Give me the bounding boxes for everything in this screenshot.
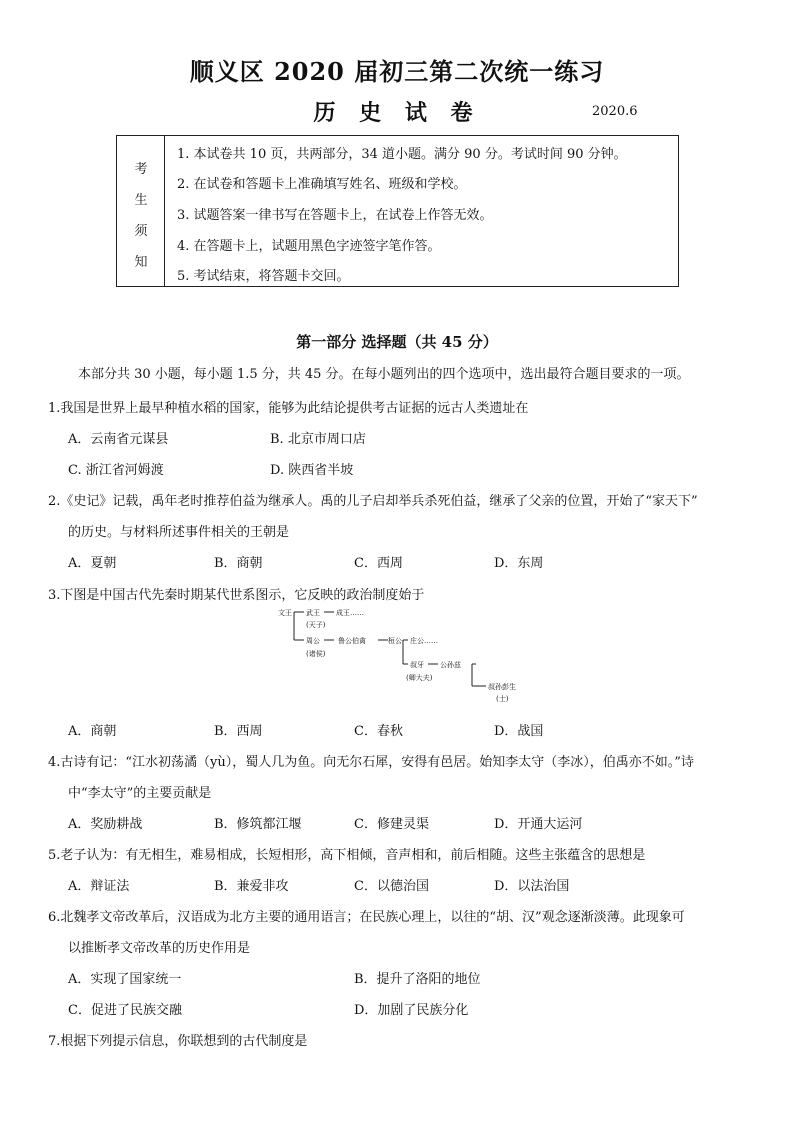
notice-item: 1. 本试卷共 10 页，共两部分，34 道小题。满分 90 分。考试时间 90 分钟。 [177, 147, 627, 162]
diagram-node-zhuanggong: 庄公…… [410, 637, 438, 645]
option-c: C．促进了民族交融 [68, 1003, 182, 1018]
diagram-node-huangong: 桓公 [388, 637, 402, 645]
option-a: A．奖励耕战 [68, 817, 143, 832]
diagram-node-wenwang: 文王 [278, 609, 292, 617]
section-intro: 本部分共 30 小题，每小题 1.5 分，共 45 分。在每小题列出的四个选项中，选出最符合题目要求的一项。 [78, 367, 690, 382]
exam-subtitle: 历 史 试 卷 [313, 100, 481, 126]
candidate-notice-box [116, 135, 679, 287]
notice-label-char: 须 [134, 224, 148, 239]
notice-item: 2. 在试卷和答题卡上准确填写姓名、班级和学校。 [177, 177, 467, 192]
option-b: B．西周 [214, 724, 263, 739]
option-b: B．兼爱非攻 [214, 879, 289, 894]
option-a: A．辩证法 [68, 879, 130, 894]
option-d: D．东周 [494, 556, 544, 571]
diagram-node-chengwang: 成王…… [336, 609, 364, 617]
option-c: C．西周 [354, 556, 403, 571]
diagram-node-shuya: 叔牙 [410, 661, 424, 669]
diagram-node-wuwang: 武王 [306, 609, 320, 617]
option-a: A．商朝 [68, 724, 117, 739]
diagram-node-zhougong: 周公 [306, 637, 320, 645]
option-c: C．修建灵渠 [354, 817, 429, 832]
option-a: A．实现了国家统一 [68, 972, 182, 987]
notice-label-char: 考 [134, 162, 148, 177]
diagram-node-luboqin: 鲁公伯禽 [338, 637, 366, 645]
exam-title: 顺义区 2020 届初三第二次统一练习 [189, 57, 605, 86]
option-d: D．开通大运河 [494, 817, 583, 832]
genealogy-diagram-svg [276, 606, 516, 706]
diagram-rank-shi: (士) [496, 695, 509, 703]
diagram-rank-qingdafu: (卿大夫) [406, 674, 433, 682]
option-d: D．加剧了民族分化 [354, 1003, 469, 1018]
option-d: D．以法治国 [494, 879, 570, 894]
option-b: B．提升了洛阳的地位 [354, 972, 481, 987]
question-stem: 3.下图是中国古代先秦时期某代世系图示，它反映的政治制度始于 [48, 588, 425, 603]
option-b: B. 北京市周口店 [270, 432, 366, 447]
notice-label-char: 生 [134, 193, 148, 208]
option-b: B．修筑都江堰 [214, 817, 302, 832]
question-stem: 4.古诗有记：“江水初荡潏（yù），蜀人几为鱼。向无尔石犀，安得有邑居。始知李太守（李冰），伯禹亦不如。”诗 [48, 755, 694, 770]
diagram-node-gongsunzi: 公孙兹 [440, 661, 461, 669]
notice-item: 5. 考试结束，将答题卡交回。 [177, 269, 350, 284]
option-d: D. 陕西省半坡 [270, 463, 354, 478]
question-stem: 5.老子认为：有无相生，难易相成，长短相形，高下相倾，音声相和，前后相随。这些主张蕴含的思想是 [48, 848, 646, 863]
question-stem: 1.我国是世界上最早种植水稻的国家，能够为此结论提供考古证据的远古人类遗址在 [48, 401, 529, 416]
diagram-rank-tianzi: (天子) [306, 621, 326, 629]
option-b: B．商朝 [214, 556, 263, 571]
option-a: A．云南省元谋县 [68, 432, 169, 447]
question-stem: 6.北魏孝文帝改革后，汉语成为北方主要的通用语言；在民族心理上，以往的“胡、汉”观念逐渐淡薄。此现象可 [48, 910, 685, 925]
notice-item: 3. 试题答案一律书写在答题卡上，在试卷上作答无效。 [177, 208, 493, 223]
question-stem-continued: 中“李太守”的主要贡献是 [68, 786, 212, 801]
exam-date: 2020.6 [592, 104, 638, 119]
question-stem: 2.《史记》记载，禹年老时推荐伯益为继承人。禹的儿子启却举兵杀死伯益，继承了父亲的位置，开始了“家天下” [48, 494, 698, 509]
question-stem-continued: 的历史。与材料所述事件相关的王朝是 [68, 525, 290, 540]
option-d: D．战国 [494, 724, 544, 739]
section-title: 第一部分 选择题（共 45 分） [296, 333, 498, 351]
notice-label-char: 知 [134, 255, 148, 270]
genealogy-diagram [276, 606, 516, 706]
option-a: A．夏朝 [68, 556, 117, 571]
question-stem: 7.根据下列提示信息，你联想到的古代制度是 [48, 1034, 308, 1049]
question-stem-continued: 以推断孝文帝改革的历史作用是 [68, 941, 251, 956]
diagram-node-shusunpengsheng: 叔孙彭生 [488, 683, 516, 691]
option-c: C．春秋 [354, 724, 403, 739]
notice-item: 4. 在答题卡上，试题用黑色字迹签字笔作答。 [177, 239, 441, 254]
diagram-rank-zhuhou: (诸侯) [306, 650, 326, 658]
option-c: C. 浙江省河姆渡 [68, 463, 164, 478]
option-c: C．以德治国 [354, 879, 429, 894]
notice-label-column [117, 136, 165, 286]
